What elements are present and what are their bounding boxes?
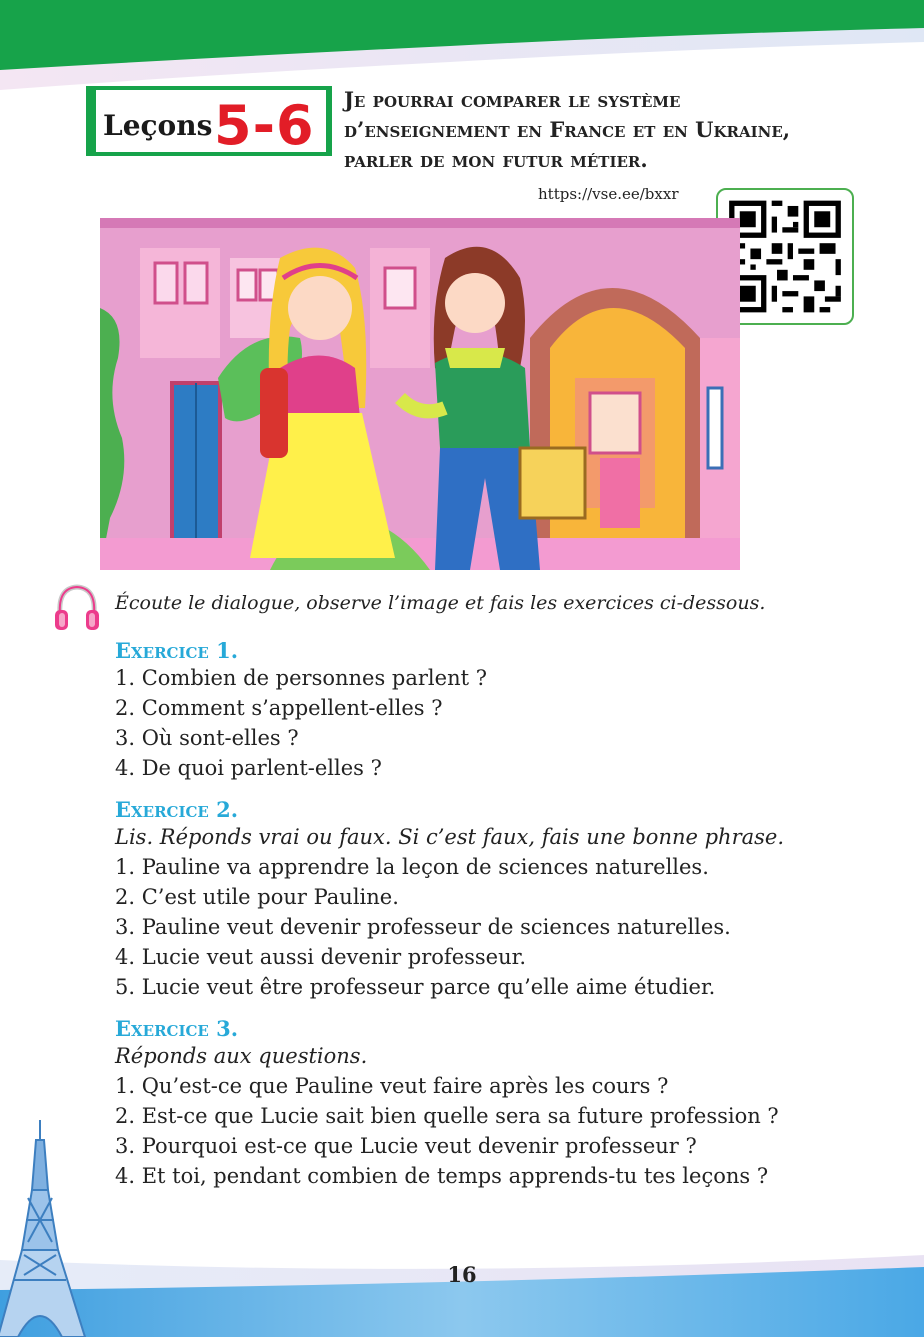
exercise-2-title: Exercice 2. [115,797,239,822]
top-banner [0,0,924,90]
resource-url[interactable]: https://vse.ee/bxxr [538,185,679,203]
page-number: 16 [447,1262,477,1287]
lesson-objective [344,85,904,175]
exercise-1-item: 4. De quoi parlent-elles ? [115,756,382,780]
exercise-3-item: 2. Est-ce que Lucie sait bien quelle sera sa future profession ? [115,1104,779,1128]
exercise-3-instruction: Réponds aux questions. [115,1044,368,1068]
exercise-3-title: Exercice 3. [115,1016,239,1041]
exercise-3-item: 1. Qu’est-ce que Pauline veut faire après les cours ? [115,1074,669,1098]
exercise-2-item: 2. C’est utile pour Pauline. [115,885,399,909]
objective-line: d’enseignement en France et en Ukraine, [344,117,791,142]
eiffel-tower-icon [0,1120,90,1337]
objective-line: parler de mon futur métier. [344,147,648,172]
exercise-1-item: 2. Comment s’appellent-elles ? [115,696,443,720]
exercise-1-item: 1. Combien de personnes parlent ? [115,666,487,690]
exercise-2-item: 4. Lucie veut aussi devenir professeur. [115,945,527,969]
exercise-2-item: 5. Lucie veut être professeur parce qu’elle aime étudier. [115,975,716,999]
headphones-icon[interactable] [52,582,102,634]
exercise-2-item: 3. Pauline veut devenir professeur de sciences naturelles. [115,915,731,939]
exercise-2-item: 1. Pauline va apprendre la leçon de sciences naturelles. [115,855,709,879]
listening-instruction: Écoute le dialogue, observe l’image et fais les exercices ci-dessous. [115,592,766,614]
lesson-number: 5-6 [214,94,315,157]
exercise-3-item: 4. Et toi, pendant combien de temps apprends-tu tes leçons ? [115,1164,769,1188]
objective-line: Je pourrai comparer le système [344,87,681,112]
exercise-3-item: 3. Pourquoi est-ce que Lucie veut devenir professeur ? [115,1134,697,1158]
exercise-2-instruction: Lis. Réponds vrai ou faux. Si c’est faux, fais une bonne phrase. [115,825,785,849]
exercise-1-title: Exercice 1. [115,638,239,663]
lesson-label: Leçons [103,109,213,142]
girls-street-illustration [100,218,740,570]
exercise-1-item: 3. Où sont-elles ? [115,726,299,750]
